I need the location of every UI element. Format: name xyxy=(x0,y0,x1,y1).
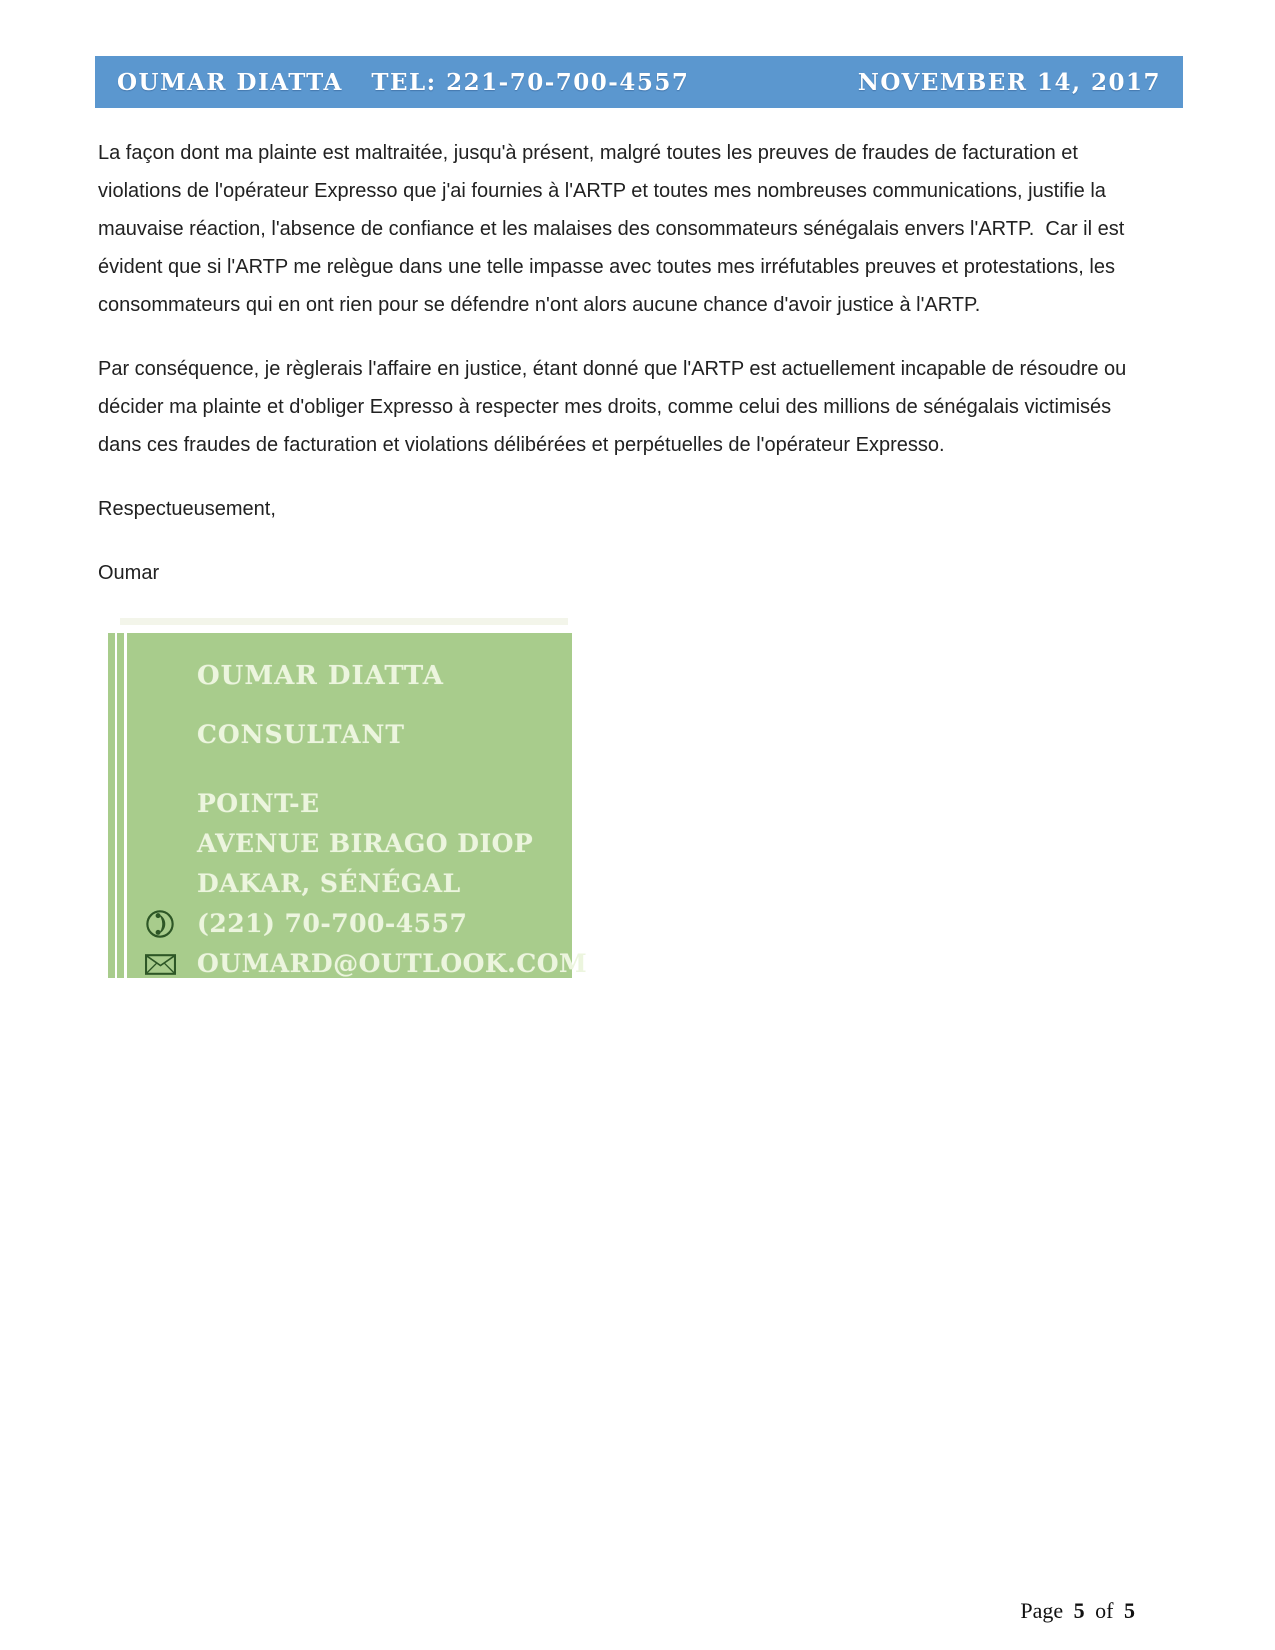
page-number-footer xyxy=(1020,1598,1135,1624)
card-address-line: DAKAR, SÉNÉGAL xyxy=(197,869,461,898)
card-phone-row xyxy=(127,904,572,944)
business-card-body xyxy=(127,633,588,978)
card-contact xyxy=(127,904,588,984)
footer-current-page: 5 xyxy=(1073,1598,1085,1623)
card-phone: (221) 70-700-4557 xyxy=(197,909,468,938)
letter-paragraph: Par conséquence, je règlerais l'affaire en justice, étant donné que l'ARTP est actuellement incapable de résoudre ou décider ma plainte et d'obliger Expresso à respecter mes droits, comme celui des millions de sénégalais victimisés dans ces fraudes de facturation et violations délibérées et perpétuelles de l'opérateur Expresso. xyxy=(98,358,1132,456)
phone-circle-icon xyxy=(127,909,197,939)
business-card xyxy=(108,618,588,978)
footer-label-page: Page xyxy=(1020,1598,1064,1623)
card-address-line: AVENUE BIRAGO DIOP xyxy=(197,829,534,858)
card-email: OUMARD@OUTLOOK.COM xyxy=(197,949,588,978)
card-address-line: POINT-E xyxy=(197,789,320,818)
header-bar xyxy=(95,56,1183,108)
card-address xyxy=(127,784,572,904)
letter-paragraph: La façon dont ma plainte est maltraitée, jusqu'à présent, malgré toutes les preuves de fraudes de facturation et violations de l'opérateur Expresso que j'ai fournies à l'ARTP et toutes mes nombreuses communications, justifie la mauvaise réaction, l'absence de confiance et les malaises des consommateurs sénégalais envers l'ARTP. Car il est évident que si l'ARTP me relègue dans une telle impasse avec toutes mes irréfutables preuves et protestations, les consommateurs qui en ont rien pour se défendre n'ont alors aucune chance d'avoir justice à l'ARTP. xyxy=(98,142,1130,316)
card-name: OUMAR DIATTA xyxy=(197,661,444,691)
card-email-row xyxy=(127,944,588,984)
footer-total-pages: 5 xyxy=(1124,1598,1135,1623)
business-card-edge-stripes xyxy=(108,633,127,978)
header-date: NOVEMBER 14, 2017 xyxy=(857,68,1161,96)
letter-body xyxy=(98,134,1138,978)
header-author-phone: OUMAR DIATTA TEL: 221-70-700-4557 xyxy=(117,68,690,96)
letter-signature: Oumar xyxy=(98,562,160,584)
card-title: CONSULTANT xyxy=(197,720,406,749)
footer-label-of: of xyxy=(1095,1598,1114,1623)
letter-closing: Respectueusement, xyxy=(98,498,276,520)
business-card-top-strip xyxy=(120,618,568,625)
envelope-icon xyxy=(127,954,197,975)
